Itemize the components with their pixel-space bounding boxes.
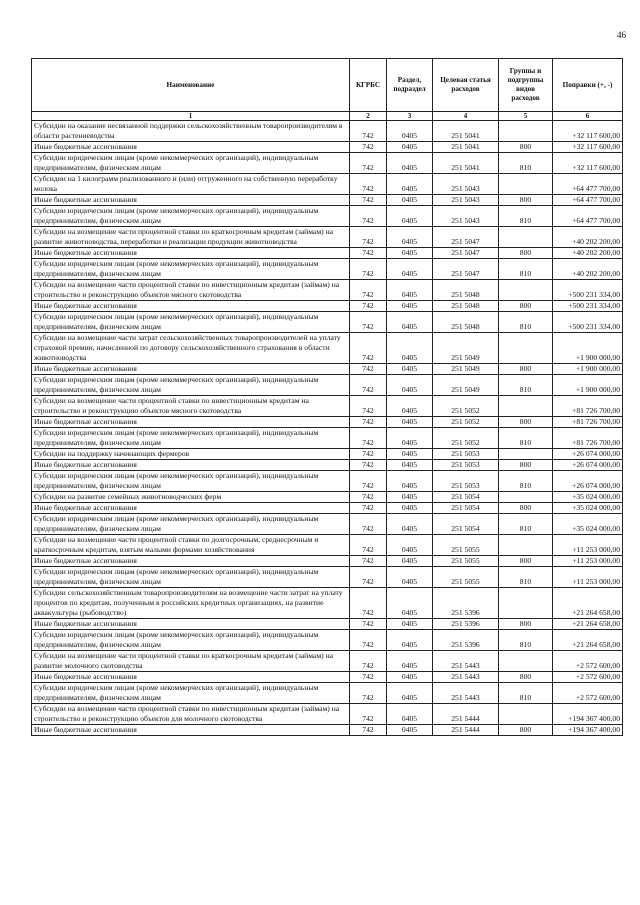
row-amount: +21 264 658,00 — [553, 588, 623, 619]
row-name: Субсидии на оказание несвязанной поддержки сельскохозяйственным товаропроизводителям в области растениеводства — [32, 121, 350, 142]
row-section: 0405 — [387, 259, 433, 280]
row-name: Субсидии юридическим лицам (кроме некоммерческих организаций), индивидуальным предпринимателям, физическим лицам — [32, 683, 350, 704]
row-amount: +26 074 000,00 — [553, 460, 623, 471]
row-kgrbs: 742 — [350, 556, 387, 567]
row-section: 0405 — [387, 672, 433, 683]
row-kgrbs: 742 — [350, 535, 387, 556]
row-kgrbs: 742 — [350, 725, 387, 736]
row-amount: +32 117 600,00 — [553, 142, 623, 153]
row-name: Иные бюджетные ассигнования — [32, 417, 350, 428]
row-target: 251 5047 — [433, 227, 499, 248]
table-row — [32, 174, 623, 195]
row-kgrbs: 742 — [350, 259, 387, 280]
row-group: 810 — [499, 259, 553, 280]
table-row — [32, 672, 623, 683]
row-amount: +40 202 200,00 — [553, 248, 623, 259]
row-target: 251 5049 — [433, 364, 499, 375]
row-section: 0405 — [387, 280, 433, 301]
row-group: 810 — [499, 683, 553, 704]
row-group: 810 — [499, 375, 553, 396]
row-group: 810 — [499, 428, 553, 449]
header-groups: Группы и подгруппы видов расходов — [499, 59, 553, 112]
row-group: 800 — [499, 364, 553, 375]
row-target: 251 5396 — [433, 588, 499, 619]
row-amount: +1 900 000,00 — [553, 333, 623, 364]
row-name: Субсидии юридическим лицам (кроме некоммерческих организаций), индивидуальным предпринимателям, физическим лицам — [32, 259, 350, 280]
row-group: 800 — [499, 619, 553, 630]
row-amount: +194 367 400,00 — [553, 704, 623, 725]
table-row — [32, 704, 623, 725]
row-group — [499, 227, 553, 248]
row-name: Субсидии на возмещение части процентной ставки по краткосрочным кредитам (займам) на развитие молочного скотоводства — [32, 651, 350, 672]
row-target: 251 5444 — [433, 725, 499, 736]
table-row — [32, 514, 623, 535]
row-amount: +11 253 000,00 — [553, 567, 623, 588]
row-name: Субсидии на возмещение части процентной ставки по долгосрочным, среднесрочным и краткосрочным кредитам, взятым малыми формами хозяйствования — [32, 535, 350, 556]
row-target: 251 5048 — [433, 301, 499, 312]
row-amount: +194 367 400,00 — [553, 725, 623, 736]
row-kgrbs: 742 — [350, 449, 387, 460]
row-target: 251 5041 — [433, 142, 499, 153]
header-target: Целевая статья расходов — [433, 59, 499, 112]
row-target: 251 5048 — [433, 312, 499, 333]
table-row — [32, 630, 623, 651]
row-group — [499, 651, 553, 672]
row-target: 251 5444 — [433, 704, 499, 725]
row-kgrbs: 742 — [350, 227, 387, 248]
row-target: 251 5052 — [433, 417, 499, 428]
row-kgrbs: 742 — [350, 206, 387, 227]
column-number: 6 — [553, 112, 623, 121]
row-kgrbs: 742 — [350, 375, 387, 396]
table-row — [32, 312, 623, 333]
row-kgrbs: 742 — [350, 492, 387, 503]
row-name: Субсидии на возмещение части процентной ставки по инвестиционным кредитам (займам) на строительство и реконструкцию объектов мясного скотоводства — [32, 280, 350, 301]
row-group — [499, 174, 553, 195]
table-row — [32, 153, 623, 174]
row-name: Иные бюджетные ассигнования — [32, 301, 350, 312]
table-row — [32, 619, 623, 630]
row-group: 800 — [499, 460, 553, 471]
row-amount: +26 074 000,00 — [553, 471, 623, 492]
row-kgrbs: 742 — [350, 460, 387, 471]
row-name: Иные бюджетные ассигнования — [32, 503, 350, 514]
table-row — [32, 301, 623, 312]
row-group: 800 — [499, 301, 553, 312]
row-name: Иные бюджетные ассигнования — [32, 364, 350, 375]
row-name: Субсидии юридическим лицам (кроме некоммерческих организаций), индивидуальным предпринимателям, физическим лицам — [32, 375, 350, 396]
row-name: Субсидии на 1 килограмм реализованного и (или) отгруженного на собственную переработку молока — [32, 174, 350, 195]
row-target: 251 5055 — [433, 556, 499, 567]
row-group: 800 — [499, 248, 553, 259]
header-name: Наименование — [32, 59, 350, 112]
table-row — [32, 195, 623, 206]
row-kgrbs: 742 — [350, 153, 387, 174]
row-amount: +11 253 000,00 — [553, 535, 623, 556]
table-row — [32, 460, 623, 471]
row-target: 251 5047 — [433, 259, 499, 280]
row-amount: +64 477 700,00 — [553, 195, 623, 206]
row-section: 0405 — [387, 174, 433, 195]
row-section: 0405 — [387, 651, 433, 672]
row-group: 800 — [499, 195, 553, 206]
row-section: 0405 — [387, 514, 433, 535]
row-group — [499, 492, 553, 503]
row-section: 0405 — [387, 396, 433, 417]
row-group: 810 — [499, 630, 553, 651]
row-amount: +2 572 600,00 — [553, 672, 623, 683]
row-name: Субсидии на возмещение части процентной ставки по инвестиционным кредитам (займам) на строительство и реконструкцию объектов для молочного скотоводства — [32, 704, 350, 725]
row-section: 0405 — [387, 725, 433, 736]
table-row — [32, 417, 623, 428]
row-kgrbs: 742 — [350, 301, 387, 312]
row-group — [499, 535, 553, 556]
row-section: 0405 — [387, 364, 433, 375]
row-section: 0405 — [387, 227, 433, 248]
row-section: 0405 — [387, 375, 433, 396]
row-section: 0405 — [387, 142, 433, 153]
table-row — [32, 535, 623, 556]
row-name: Субсидии юридическим лицам (кроме некоммерческих организаций), индивидуальным предпринимателям, физическим лицам — [32, 567, 350, 588]
row-group — [499, 121, 553, 142]
row-amount: +40 202 200,00 — [553, 259, 623, 280]
row-group: 800 — [499, 672, 553, 683]
row-group: 810 — [499, 312, 553, 333]
row-target: 251 5053 — [433, 460, 499, 471]
row-section: 0405 — [387, 588, 433, 619]
row-target: 251 5055 — [433, 567, 499, 588]
row-name: Иные бюджетные ассигнования — [32, 248, 350, 259]
row-name: Субсидии на развитие семейных животноводческих ферм — [32, 492, 350, 503]
table-row — [32, 206, 623, 227]
row-section: 0405 — [387, 333, 433, 364]
row-group: 800 — [499, 417, 553, 428]
table-row — [32, 375, 623, 396]
row-target: 251 5396 — [433, 630, 499, 651]
row-amount: +11 253 000,00 — [553, 556, 623, 567]
row-group: 800 — [499, 556, 553, 567]
row-kgrbs: 742 — [350, 588, 387, 619]
table-row — [32, 651, 623, 672]
row-target: 251 5041 — [433, 121, 499, 142]
table-row — [32, 492, 623, 503]
table-row — [32, 121, 623, 142]
row-group — [499, 449, 553, 460]
row-section: 0405 — [387, 195, 433, 206]
row-target: 251 5054 — [433, 514, 499, 535]
row-group: 810 — [499, 206, 553, 227]
row-section: 0405 — [387, 301, 433, 312]
row-target: 251 5047 — [433, 248, 499, 259]
row-group: 810 — [499, 567, 553, 588]
table-row — [32, 248, 623, 259]
row-target: 251 5052 — [433, 428, 499, 449]
row-amount: +81 726 700,00 — [553, 417, 623, 428]
row-name: Субсидии юридическим лицам (кроме некоммерческих организаций), индивидуальным предпринимателям, физическим лицам — [32, 312, 350, 333]
row-amount: +1 900 000,00 — [553, 364, 623, 375]
table-row — [32, 428, 623, 449]
table-row — [32, 333, 623, 364]
row-name: Субсидии на возмещение части затрат сельскохозяйственных товаропроизводителей на уплату страховой премии, начисленной по договору сельскохозяйственного страхования в области животноводства — [32, 333, 350, 364]
row-group — [499, 333, 553, 364]
header-kgrbs: КГРБС — [350, 59, 387, 112]
row-name: Субсидии юридическим лицам (кроме некоммерческих организаций), индивидуальным предпринимателям, физическим лицам — [32, 428, 350, 449]
table-row — [32, 725, 623, 736]
row-amount: +32 117 600,00 — [553, 153, 623, 174]
row-target: 251 5054 — [433, 503, 499, 514]
page-number: 46 — [617, 30, 626, 40]
row-section: 0405 — [387, 460, 433, 471]
row-group — [499, 280, 553, 301]
row-name: Иные бюджетные ассигнования — [32, 619, 350, 630]
row-target: 251 5443 — [433, 651, 499, 672]
row-target: 251 5043 — [433, 195, 499, 206]
row-kgrbs: 742 — [350, 704, 387, 725]
row-section: 0405 — [387, 248, 433, 259]
row-kgrbs: 742 — [350, 428, 387, 449]
row-target: 251 5053 — [433, 471, 499, 492]
header-amendments: Поправки (+, -) — [553, 59, 623, 112]
row-amount: +2 572 600,00 — [553, 683, 623, 704]
row-kgrbs: 742 — [350, 672, 387, 683]
row-section: 0405 — [387, 121, 433, 142]
row-name: Иные бюджетные ассигнования — [32, 460, 350, 471]
row-kgrbs: 742 — [350, 312, 387, 333]
column-number: 4 — [433, 112, 499, 121]
table-row — [32, 364, 623, 375]
row-amount: +64 477 700,00 — [553, 206, 623, 227]
row-name: Субсидии юридическим лицам (кроме некоммерческих организаций), индивидуальным предпринимателям, физическим лицам — [32, 153, 350, 174]
row-section: 0405 — [387, 428, 433, 449]
column-number: 1 — [32, 112, 350, 121]
row-kgrbs: 742 — [350, 364, 387, 375]
row-target: 251 5049 — [433, 375, 499, 396]
row-kgrbs: 742 — [350, 503, 387, 514]
row-amount: +500 231 334,00 — [553, 301, 623, 312]
row-section: 0405 — [387, 153, 433, 174]
table-row — [32, 567, 623, 588]
row-group — [499, 704, 553, 725]
row-section: 0405 — [387, 535, 433, 556]
row-group: 800 — [499, 142, 553, 153]
row-kgrbs: 742 — [350, 333, 387, 364]
row-section: 0405 — [387, 630, 433, 651]
row-kgrbs: 742 — [350, 651, 387, 672]
row-section: 0405 — [387, 471, 433, 492]
row-kgrbs: 742 — [350, 195, 387, 206]
row-amount: +500 231 334,00 — [553, 280, 623, 301]
row-amount: +500 231 334,00 — [553, 312, 623, 333]
row-group — [499, 396, 553, 417]
row-name: Субсидии сельскохозяйственным товаропроизводителям на возмещение части затрат на уплату процентов по кредитам, полученным в российских кредитных организациях, на развитие аквакультуры (рыбоводство) — [32, 588, 350, 619]
row-name: Субсидии на возмещение части процентной ставки по инвестиционным кредитам на строительство и реконструкцию объектов мясного скотоводства — [32, 396, 350, 417]
row-kgrbs: 742 — [350, 142, 387, 153]
row-name: Субсидии юридическим лицам (кроме некоммерческих организаций), индивидуальным предпринимателям, физическим лицам — [32, 206, 350, 227]
table-row — [32, 227, 623, 248]
row-name: Субсидии юридическим лицам (кроме некоммерческих организаций), индивидуальным предпринимателям, физическим лицам — [32, 630, 350, 651]
row-name: Иные бюджетные ассигнования — [32, 725, 350, 736]
row-amount: +40 202 200,00 — [553, 227, 623, 248]
row-kgrbs: 742 — [350, 630, 387, 651]
row-name: Иные бюджетные ассигнования — [32, 142, 350, 153]
table-row — [32, 396, 623, 417]
row-section: 0405 — [387, 449, 433, 460]
row-amount: +81 726 700,00 — [553, 428, 623, 449]
row-section: 0405 — [387, 567, 433, 588]
table-row — [32, 259, 623, 280]
row-kgrbs: 742 — [350, 396, 387, 417]
row-target: 251 5043 — [433, 206, 499, 227]
row-kgrbs: 742 — [350, 280, 387, 301]
row-group: 800 — [499, 725, 553, 736]
row-kgrbs: 742 — [350, 248, 387, 259]
row-section: 0405 — [387, 417, 433, 428]
row-kgrbs: 742 — [350, 471, 387, 492]
row-target: 251 5053 — [433, 449, 499, 460]
budget-amendments-table — [31, 58, 623, 736]
header-row — [32, 59, 623, 112]
row-section: 0405 — [387, 556, 433, 567]
row-amount: +21 264 658,00 — [553, 619, 623, 630]
row-section: 0405 — [387, 704, 433, 725]
row-kgrbs: 742 — [350, 174, 387, 195]
row-section: 0405 — [387, 492, 433, 503]
row-section: 0405 — [387, 312, 433, 333]
row-group: 800 — [499, 503, 553, 514]
row-name: Субсидии на возмещение части процентной ставки по краткосрочным кредитам (займам) на развитие животноводства, переработки и реализации продукции животноводства — [32, 227, 350, 248]
table-row — [32, 683, 623, 704]
table-row — [32, 556, 623, 567]
column-number: 3 — [387, 112, 433, 121]
row-group: 810 — [499, 514, 553, 535]
row-kgrbs: 742 — [350, 121, 387, 142]
table-row — [32, 471, 623, 492]
row-group — [499, 588, 553, 619]
row-target: 251 5052 — [433, 396, 499, 417]
row-name: Субсидии юридическим лицам (кроме некоммерческих организаций), индивидуальным предпринимателям, физическим лицам — [32, 514, 350, 535]
row-name: Иные бюджетные ассигнования — [32, 672, 350, 683]
row-amount: +32 117 600,00 — [553, 121, 623, 142]
row-amount: +35 024 000,00 — [553, 492, 623, 503]
row-group: 810 — [499, 471, 553, 492]
row-kgrbs: 742 — [350, 514, 387, 535]
row-target: 251 5396 — [433, 619, 499, 630]
column-number: 5 — [499, 112, 553, 121]
row-target: 251 5443 — [433, 683, 499, 704]
row-kgrbs: 742 — [350, 619, 387, 630]
row-target: 251 5055 — [433, 535, 499, 556]
table-row — [32, 449, 623, 460]
row-kgrbs: 742 — [350, 567, 387, 588]
row-amount: +64 477 700,00 — [553, 174, 623, 195]
row-group: 810 — [499, 153, 553, 174]
row-amount: +35 024 000,00 — [553, 503, 623, 514]
row-kgrbs: 742 — [350, 683, 387, 704]
table-row — [32, 588, 623, 619]
table-row — [32, 280, 623, 301]
row-amount: +35 024 000,00 — [553, 514, 623, 535]
row-amount: +21 264 658,00 — [553, 630, 623, 651]
table-row — [32, 503, 623, 514]
row-kgrbs: 742 — [350, 417, 387, 428]
row-target: 251 5054 — [433, 492, 499, 503]
row-target: 251 5048 — [433, 280, 499, 301]
row-amount: +26 074 000,00 — [553, 449, 623, 460]
row-section: 0405 — [387, 206, 433, 227]
row-section: 0405 — [387, 619, 433, 630]
row-amount: +1 900 000,00 — [553, 375, 623, 396]
header-section: Раздел, подраздел — [387, 59, 433, 112]
row-target: 251 5049 — [433, 333, 499, 364]
row-name: Иные бюджетные ассигнования — [32, 195, 350, 206]
row-section: 0405 — [387, 683, 433, 704]
table-row — [32, 142, 623, 153]
row-name: Субсидии юридическим лицам (кроме некоммерческих организаций), индивидуальным предпринимателям, физическим лицам — [32, 471, 350, 492]
row-section: 0405 — [387, 503, 433, 514]
row-amount: +2 572 600,00 — [553, 651, 623, 672]
row-name: Иные бюджетные ассигнования — [32, 556, 350, 567]
column-number: 2 — [350, 112, 387, 121]
column-number-row — [32, 112, 623, 121]
row-name: Субсидии на поддержку начинающих фермеров — [32, 449, 350, 460]
row-amount: +81 726 700,00 — [553, 396, 623, 417]
row-target: 251 5443 — [433, 672, 499, 683]
row-target: 251 5043 — [433, 174, 499, 195]
row-target: 251 5041 — [433, 153, 499, 174]
